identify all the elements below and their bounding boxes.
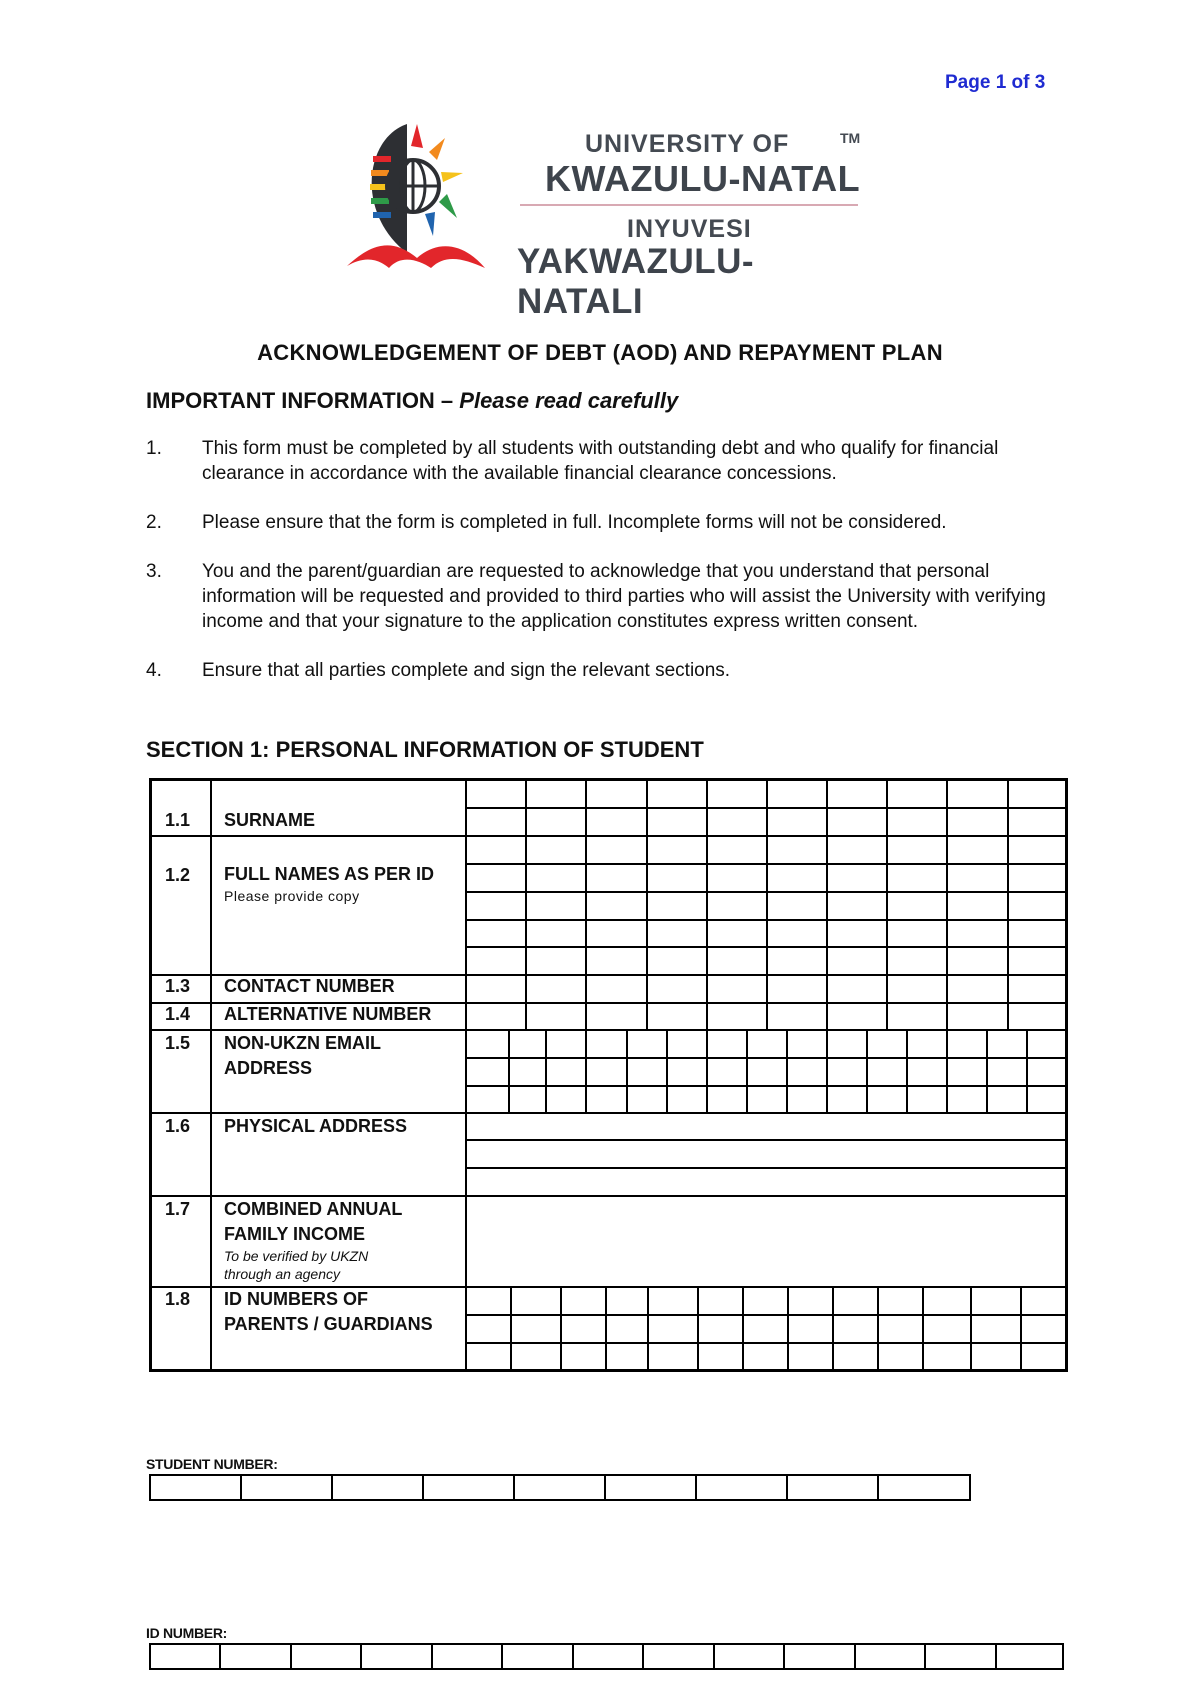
entry-cell-divider xyxy=(786,1029,788,1112)
entry-cell-divider xyxy=(826,1029,828,1112)
entry-cell-divider xyxy=(832,1286,834,1369)
item-text: Please ensure that the form is completed in full. Incomplete forms will not be considered. xyxy=(202,512,947,533)
instructions-list xyxy=(146,436,1066,707)
entry-cell-divider xyxy=(525,781,527,1029)
digit-box[interactable] xyxy=(879,1476,969,1499)
list-item xyxy=(146,436,1066,486)
logo-divider xyxy=(520,204,858,206)
digit-box[interactable] xyxy=(221,1645,292,1668)
digit-box[interactable] xyxy=(715,1645,785,1668)
item-text: You and the parent/guardian are requested to acknowledge that you understand that personal information will be requested and provided to third parties who will assist the University with verifying income and that your signature to the application constitutes express written consent. xyxy=(202,561,1046,632)
university-logo xyxy=(345,118,865,321)
item-number: 1. xyxy=(146,438,162,459)
list-item xyxy=(146,510,1066,535)
digit-box[interactable] xyxy=(997,1645,1061,1668)
entry-cell-divider xyxy=(877,1286,879,1369)
document-title: ACKNOWLEDGEMENT OF DEBT (AOD) AND REPAYMENT PLAN xyxy=(257,340,943,365)
item-number: 2. xyxy=(146,512,162,533)
entry-line xyxy=(465,1085,1065,1087)
entry-cell-divider xyxy=(787,1286,789,1369)
entry-line xyxy=(465,946,1065,948)
digit-box[interactable] xyxy=(503,1645,574,1668)
digit-box[interactable] xyxy=(333,1476,424,1499)
digit-box[interactable] xyxy=(785,1645,856,1668)
row-label-text: FULL NAMES AS PER ID xyxy=(224,864,435,884)
entry-cell-divider xyxy=(510,1286,512,1369)
row-number-1-8: 1.8 xyxy=(165,1289,191,1309)
entry-cell-divider xyxy=(1026,1029,1028,1112)
column-divider xyxy=(465,781,467,1369)
entry-cell-divider xyxy=(1007,781,1009,1029)
entry-cell-divider xyxy=(706,1029,708,1112)
entry-cell-divider xyxy=(970,1286,972,1369)
id-number-label: ID NUMBER: xyxy=(146,1625,227,1641)
row-number-1-1: 1.1 xyxy=(165,810,191,830)
entry-cell-divider xyxy=(922,1286,924,1369)
student-number-boxes[interactable] xyxy=(149,1474,971,1501)
entry-cell-divider xyxy=(746,1029,748,1112)
section-1-title: SECTION 1: PERSONAL INFORMATION OF STUDENT xyxy=(146,737,704,762)
logo-emblem-icon xyxy=(345,118,515,293)
row-sublabel-2: through an agency xyxy=(224,1266,340,1282)
row-number-1-2: 1.2 xyxy=(165,865,191,885)
entry-cell-divider xyxy=(666,1029,668,1112)
entry-cell-divider xyxy=(886,781,888,1029)
important-emphasis: Please read carefully xyxy=(459,388,679,413)
logo-trademark: TM xyxy=(840,130,861,146)
entry-cell-divider xyxy=(946,1029,948,1112)
entry-cell-divider xyxy=(585,781,587,1029)
row-label-contact-number: CONTACT NUMBER xyxy=(224,976,395,996)
entry-cell-divider xyxy=(605,1286,607,1369)
digit-box[interactable] xyxy=(697,1476,788,1499)
list-item xyxy=(146,658,1066,683)
logo-line-inyuvesi: INYUVESI xyxy=(627,215,752,243)
entry-line xyxy=(465,863,1065,865)
entry-line xyxy=(465,919,1065,921)
entry-line xyxy=(465,1057,1065,1059)
row-divider xyxy=(152,835,1065,837)
entry-cell-divider xyxy=(742,1286,744,1369)
page-number: Page 1 of 3 xyxy=(945,72,1046,93)
entry-cell-divider xyxy=(986,1029,988,1112)
digit-box[interactable] xyxy=(362,1645,433,1668)
digit-box[interactable] xyxy=(788,1476,880,1499)
logo-line-university-of: UNIVERSITY OF xyxy=(585,130,790,158)
entry-line xyxy=(465,891,1065,893)
entry-cell-divider xyxy=(508,1029,510,1112)
row-number-1-7: 1.7 xyxy=(165,1199,191,1219)
entry-cell-divider xyxy=(560,1286,562,1369)
personal-info-table xyxy=(149,778,1068,1372)
row-label-text: NON-UKZN EMAIL xyxy=(224,1033,381,1053)
digit-box[interactable] xyxy=(151,1645,221,1668)
entry-cell-divider xyxy=(626,1029,628,1112)
entry-cell-divider xyxy=(826,781,828,1029)
row-label-text-2: PARENTS / GUARDIANS xyxy=(224,1314,433,1334)
row-number-1-4: 1.4 xyxy=(165,1004,191,1024)
item-number: 4. xyxy=(146,660,162,681)
row-sublabel: To be verified by UKZN xyxy=(224,1248,369,1264)
row-number-1-3: 1.3 xyxy=(165,976,191,996)
entry-cell-divider xyxy=(545,1029,547,1112)
entry-line xyxy=(465,807,1065,809)
item-text: This form must be completed by all students with outstanding debt and who qualify for financial clearance in accordance with the available financial clearance concessions. xyxy=(202,438,999,484)
column-divider xyxy=(210,781,212,1369)
digit-box[interactable] xyxy=(424,1476,516,1499)
row-label-text: COMBINED ANNUAL xyxy=(224,1199,403,1219)
id-number-boxes[interactable] xyxy=(149,1643,1064,1670)
digit-box[interactable] xyxy=(856,1645,926,1668)
row-label-text-2: ADDRESS xyxy=(224,1058,313,1078)
item-number: 3. xyxy=(146,561,162,582)
digit-box[interactable] xyxy=(433,1645,503,1668)
row-number-1-5: 1.5 xyxy=(165,1033,191,1053)
entry-line xyxy=(465,1314,1065,1316)
row-label-email xyxy=(224,1031,381,1081)
digit-box[interactable] xyxy=(644,1645,715,1668)
row-number-1-6: 1.6 xyxy=(165,1116,191,1136)
row-label-family-income xyxy=(224,1197,402,1283)
row-label-physical-address: PHYSICAL ADDRESS xyxy=(224,1116,408,1136)
row-label-alternative-number: ALTERNATIVE NUMBER xyxy=(224,1004,432,1024)
entry-cell-divider xyxy=(585,1029,587,1112)
important-heading xyxy=(146,388,678,414)
row-label-full-names xyxy=(224,862,434,905)
entry-cell-divider xyxy=(697,1286,699,1369)
entry-cell-divider xyxy=(646,781,648,1029)
entry-line xyxy=(465,1139,1065,1141)
student-number-label: STUDENT NUMBER: xyxy=(146,1456,278,1472)
entry-cell-divider xyxy=(766,781,768,1029)
logo-line-kwazulu-natal: KWAZULU-NATAL xyxy=(545,158,861,199)
entry-cell-divider xyxy=(1020,1286,1022,1369)
entry-cell-divider xyxy=(706,781,708,1029)
digit-box[interactable] xyxy=(606,1476,698,1499)
row-label-parent-ids xyxy=(224,1287,433,1337)
list-item xyxy=(146,559,1066,634)
entry-cell-divider xyxy=(647,1286,649,1369)
logo-line-yakwazulu-natali: YAKWAZULU-NATALI xyxy=(517,242,755,321)
entry-line xyxy=(465,1167,1065,1169)
entry-cell-divider xyxy=(906,1029,908,1112)
digit-box[interactable] xyxy=(242,1476,334,1499)
row-sublabel: Please provide copy xyxy=(224,888,360,904)
digit-box[interactable] xyxy=(151,1476,242,1499)
item-text: Ensure that all parties complete and sign the relevant sections. xyxy=(202,660,731,681)
digit-box[interactable] xyxy=(926,1645,997,1668)
digit-box[interactable] xyxy=(574,1645,644,1668)
digit-box[interactable] xyxy=(515,1476,606,1499)
entry-cell-divider xyxy=(946,781,948,1029)
row-label-text: ID NUMBERS OF xyxy=(224,1289,368,1309)
entry-line xyxy=(465,1342,1065,1344)
row-label-surname: SURNAME xyxy=(224,810,316,830)
digit-box[interactable] xyxy=(292,1645,362,1668)
important-prefix: IMPORTANT INFORMATION – xyxy=(146,388,460,413)
entry-cell-divider xyxy=(866,1029,868,1112)
row-label-text-2: FAMILY INCOME xyxy=(224,1224,366,1244)
